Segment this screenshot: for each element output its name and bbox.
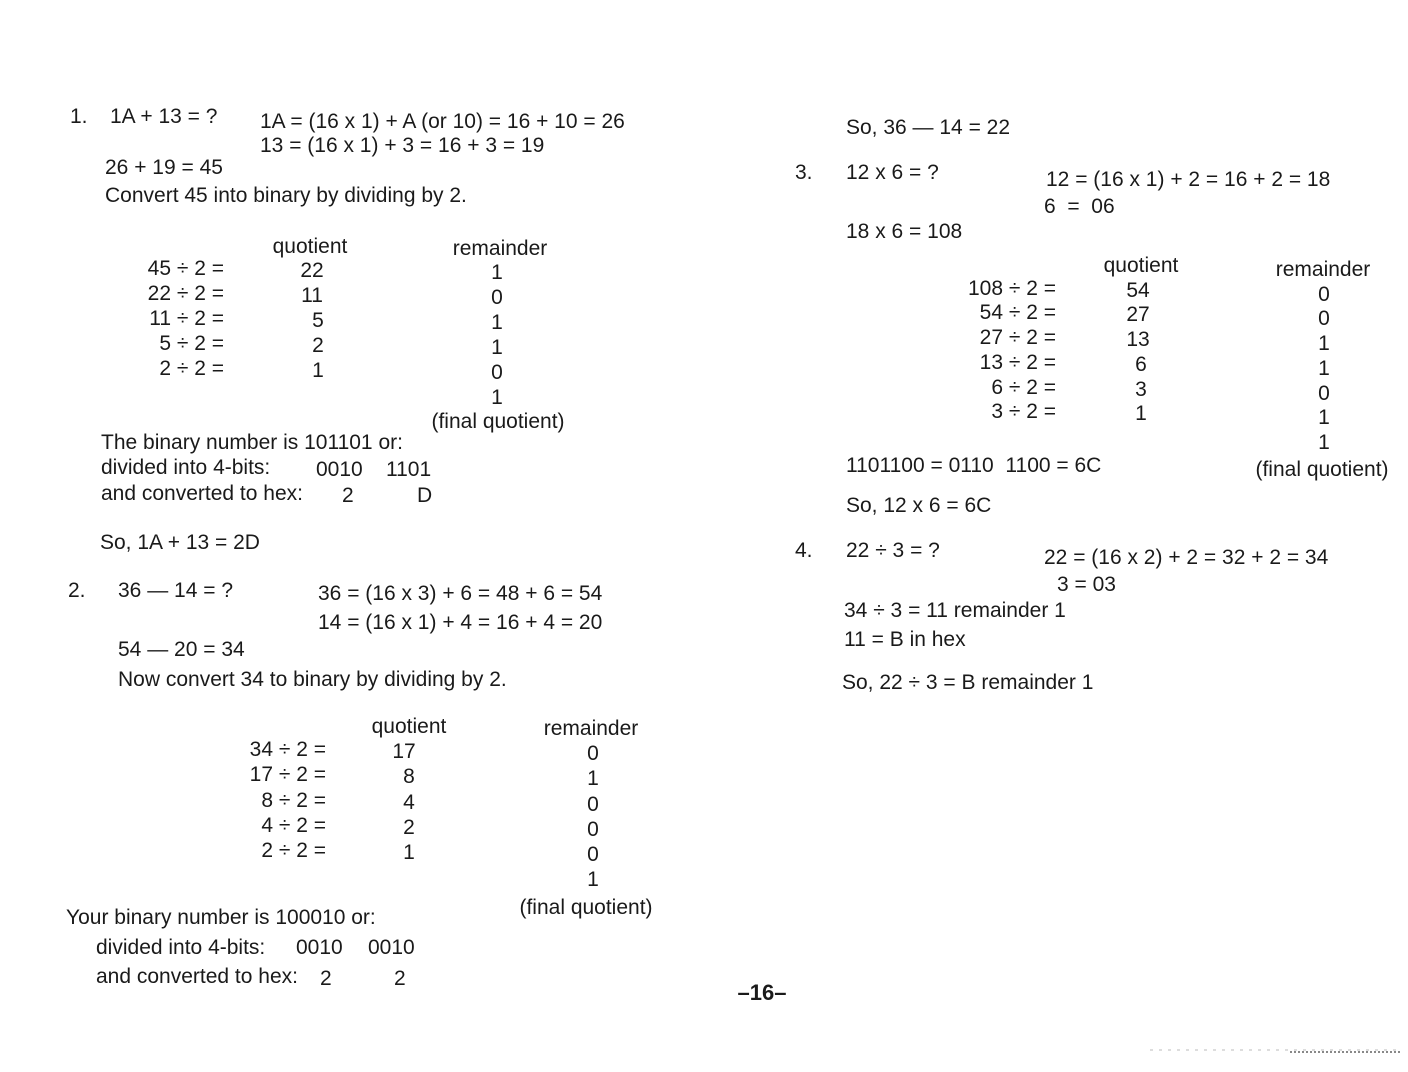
scan-artifact — [1150, 1044, 1406, 1058]
remainder-value: 1 — [491, 336, 503, 359]
final-quotient-value: 1 — [1318, 431, 1330, 454]
problem-3-question: 12 x 6 = ? — [846, 161, 939, 184]
remainder-value: 0 — [491, 286, 503, 309]
remainder-value: 1 — [491, 311, 503, 334]
problem-3-answer: So, 12 x 6 = 6C — [846, 494, 992, 517]
problem-3-hex-conversion: 1101100 = 0110 1100 = 6C — [846, 454, 1102, 477]
problem-3-conversion-b: 6 = 06 — [1044, 195, 1115, 218]
quotient-value: 1 — [312, 359, 324, 382]
division-step: 3 ÷ 2 = — [991, 400, 1056, 423]
problem-1-binary-result: The binary number is 101101 or: — [101, 431, 403, 454]
division-step: 13 ÷ 2 = — [979, 351, 1056, 374]
quotient-value: 13 — [1126, 328, 1150, 351]
problem-3-conversion-a: 12 = (16 x 1) + 2 = 16 + 2 = 18 — [1046, 168, 1331, 191]
hex-digit: D — [417, 484, 433, 507]
remainder-value: 0 — [1318, 382, 1330, 405]
quotient-header: quotient — [1103, 254, 1179, 277]
problem-4-answer: So, 22 ÷ 3 = B remainder 1 — [842, 671, 1094, 694]
quotient-value: 54 — [1126, 279, 1150, 302]
quotient-value: 1 — [1135, 402, 1147, 425]
division-step: 34 ÷ 2 = — [249, 738, 326, 761]
problem-1-sum: 26 + 19 = 45 — [105, 156, 223, 179]
problem-4-number: 4. — [795, 539, 813, 562]
problem-4-conversion-a: 22 = (16 x 2) + 2 = 32 + 2 = 34 — [1044, 546, 1329, 569]
bits-group: 0010 — [368, 936, 415, 959]
remainder-value: 0 — [1318, 283, 1330, 306]
hex-digit: 2 — [342, 484, 354, 507]
quotient-header: quotient — [371, 715, 447, 738]
division-step: 4 ÷ 2 = — [261, 814, 326, 837]
problem-2-instruction: Now convert 34 to binary by dividing by 2. — [118, 668, 507, 691]
division-step: 45 ÷ 2 = — [147, 257, 224, 280]
problem-2-difference: 54 — 20 = 34 — [118, 638, 245, 661]
problem-4-question: 22 ÷ 3 = ? — [846, 539, 940, 562]
bits-group: 0010 — [316, 458, 363, 481]
final-quotient-value: 1 — [587, 868, 599, 891]
problem-3-number: 3. — [795, 161, 813, 184]
remainder-value: 1 — [491, 261, 503, 284]
page-number: –16– — [737, 980, 787, 1005]
quotient-value: 27 — [1126, 303, 1150, 326]
division-step: 5 ÷ 2 = — [159, 332, 224, 355]
problem-4-hex-note: 11 = B in hex — [844, 628, 966, 651]
bits-label: divided into 4-bits: — [96, 936, 266, 959]
problem-2-number: 2. — [68, 579, 86, 602]
remainder-value: 1 — [1318, 406, 1330, 429]
remainder-value: 0 — [587, 818, 599, 841]
remainder-header: remainder — [543, 717, 639, 740]
hex-label: and converted to hex: — [96, 965, 298, 988]
division-step: 22 ÷ 2 = — [147, 282, 224, 305]
division-step: 54 ÷ 2 = — [979, 301, 1056, 324]
problem-4-division: 34 ÷ 3 = 11 remainder 1 — [844, 599, 1066, 622]
bits-group: 0010 — [296, 936, 343, 959]
bits-label: divided into 4-bits: — [101, 456, 271, 479]
division-step: 108 ÷ 2 = — [967, 277, 1056, 300]
division-step: 8 ÷ 2 = — [261, 789, 326, 812]
division-step: 6 ÷ 2 = — [991, 376, 1056, 399]
final-quotient-label: (final quotient) — [519, 896, 653, 919]
remainder-value: 1 — [1318, 357, 1330, 380]
problem-2-conversion-a: 36 = (16 x 3) + 6 = 48 + 6 = 54 — [318, 582, 603, 605]
quotient-value: 4 — [403, 791, 415, 814]
quotient-value: 2 — [312, 334, 324, 357]
division-step: 2 ÷ 2 = — [261, 839, 326, 862]
problem-4-conversion-b: 3 = 03 — [1057, 573, 1116, 596]
problem-1-question: 1A + 13 = ? — [110, 105, 218, 128]
final-quotient-label: (final quotient) — [1255, 458, 1389, 481]
remainder-value: 0 — [491, 361, 503, 384]
quotient-value: 8 — [403, 765, 415, 788]
problem-2-conversion-b: 14 = (16 x 1) + 4 = 16 + 4 = 20 — [318, 611, 603, 634]
bits-group: 1101 — [386, 458, 432, 481]
hex-digit: 2 — [394, 967, 406, 990]
final-quotient-value: 1 — [491, 386, 503, 409]
remainder-value: 0 — [587, 793, 599, 816]
quotient-value: 3 — [1135, 378, 1147, 401]
remainder-value: 0 — [587, 742, 599, 765]
division-step: 11 ÷ 2 = — [149, 307, 224, 330]
remainder-value: 0 — [587, 843, 599, 866]
quotient-value: 22 — [300, 259, 324, 282]
final-quotient-label: (final quotient) — [431, 410, 565, 433]
remainder-value: 1 — [587, 767, 599, 790]
remainder-value: 0 — [1318, 307, 1330, 330]
remainder-header: remainder — [1275, 258, 1371, 281]
remainder-header: remainder — [452, 237, 548, 260]
quotient-value: 6 — [1135, 353, 1147, 376]
quotient-value: 17 — [392, 740, 416, 763]
problem-1-conversion-a: 1A = (16 x 1) + A (or 10) = 16 + 10 = 26 — [260, 110, 625, 133]
division-step: 17 ÷ 2 = — [249, 763, 326, 786]
problem-2-binary-result: Your binary number is 100010 or: — [66, 906, 376, 929]
quotient-value: 11 — [301, 284, 323, 307]
problem-3-product: 18 x 6 = 108 — [846, 220, 963, 243]
problem-1-answer: So, 1A + 13 = 2D — [100, 531, 260, 554]
division-step: 2 ÷ 2 = — [159, 357, 224, 380]
problem-2-question: 36 — 14 = ? — [118, 579, 233, 602]
quotient-value: 5 — [312, 309, 324, 332]
problem-2-answer: So, 36 — 14 = 22 — [846, 116, 1011, 139]
problem-1-number: 1. — [70, 105, 88, 128]
problem-1-instruction: Convert 45 into binary by dividing by 2. — [105, 184, 467, 207]
quotient-header: quotient — [272, 235, 348, 258]
remainder-value: 1 — [1318, 332, 1330, 355]
quotient-value: 1 — [403, 841, 415, 864]
quotient-value: 2 — [403, 816, 415, 839]
division-step: 27 ÷ 2 = — [979, 326, 1056, 349]
problem-1-conversion-b: 13 = (16 x 1) + 3 = 16 + 3 = 19 — [260, 134, 545, 157]
hex-label: and converted to hex: — [101, 482, 303, 505]
hex-digit: 2 — [320, 967, 332, 990]
